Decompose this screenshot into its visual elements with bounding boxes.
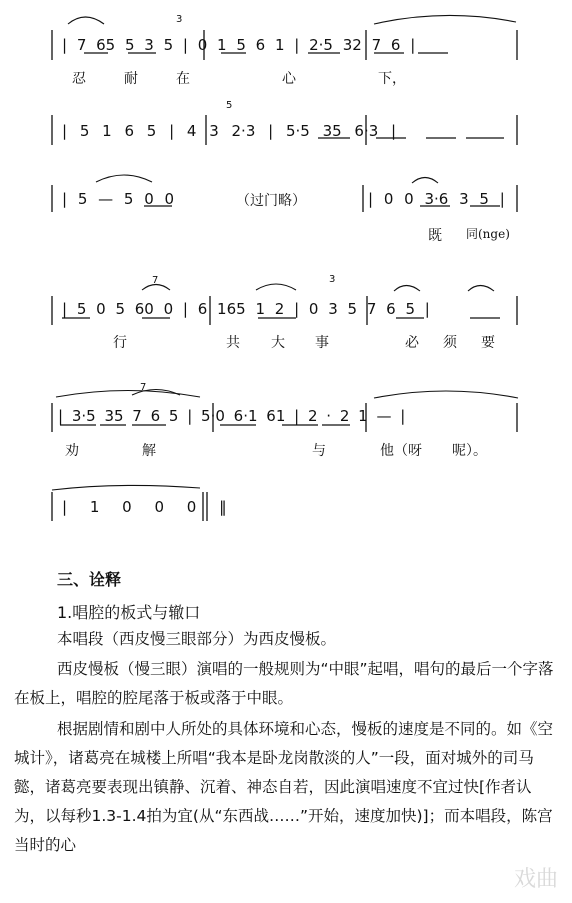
watermark-logo	[514, 862, 558, 893]
score-row-3-notes: | 5 — 5 0 0	[62, 190, 175, 208]
score-row-6-notes: | 1 0 0 0 ‖	[62, 498, 227, 516]
score-row-1-lyric-2: 耐	[124, 71, 138, 87]
paragraph-3: 根据剧情和剧中人所处的具体环境和心态，慢板的速度是不同的。如《空城计》，诸葛亮在城楼上所唱“我本是卧龙岗散淡的人”一段，面对城外的司马懿，诸葛亮要表现出镇静、沉着、神态自若，因此演唱速度不宜过快[作者认为，以每秒1.3-1.4拍为宜(从“东西战……”开始，速度加快)]；而本唱段，陈宫当时的心	[14, 720, 554, 854]
score-row-5-lyric-1: 劝	[65, 443, 79, 459]
score-row-1-lyric-4: 心	[282, 71, 296, 87]
score-row-3-notes-2: | 0 0 3·6 3 5 |	[368, 190, 505, 208]
score-row-4-lyric-3: 大	[271, 335, 285, 351]
paragraph-2: 西皮慢板（慢三眼）演唱的一般规则为“中眼”起唱，唱句的最后一个字落在板上，唱腔的腔尾落于板或落于中眼。	[14, 660, 554, 707]
paragraph-1: 本唱段（西皮慢三眼部分）为西皮慢板。	[57, 630, 337, 648]
score-row-4-notes: | 5 0 5 60 0 | 6 165 1 2 | 0 3 5 7 6 5 |	[62, 300, 430, 318]
watermark-text: 戏曲	[513, 867, 558, 892]
score-row-5-lyric-5: 呢）。	[452, 443, 487, 459]
score-row-3-lyric-1: 既	[428, 228, 442, 244]
svg-text:7: 7	[140, 382, 147, 393]
svg-text:3: 3	[329, 274, 336, 285]
score-row-4-lyric-2: 共	[226, 335, 240, 351]
score-row-1-lyric-1: 忍	[72, 71, 86, 87]
section-heading: 三、诠释	[57, 570, 122, 589]
score-row-4-lyric-7: 要	[481, 335, 495, 351]
score-row-4-lyric-4: 事	[315, 335, 329, 351]
score-row-1-notes: | 7 65 5 3 5 | 0 1 5 6 1 | 2·5 32 7 6 |	[62, 36, 416, 54]
svg-text:5: 5	[226, 100, 233, 111]
section-subheading: 1.唱腔的板式与辙口	[57, 603, 201, 622]
score-row-3-lyric-2: 同(nge)	[466, 227, 510, 241]
score-row-5-lyric-4: 他（呀	[380, 443, 422, 459]
svg-text:7: 7	[152, 275, 159, 286]
score-row-2-notes: | 5 1 6 5 | 4 3 2·3 | 5·5 35 6·3 |	[62, 122, 397, 140]
score-row-1-lyric-3: 在	[176, 71, 190, 87]
score-row-4-lyric-1: 行	[113, 335, 127, 351]
score-row-3-label: （过门略）	[236, 193, 306, 209]
svg-text:3: 3	[176, 14, 183, 25]
score-row-5-notes: | 3·5 35 7 6 5 | 5·0 6·1 61 | 2 · 2 1 — |	[58, 407, 406, 425]
score-row-5-lyric-2: 解	[142, 443, 156, 459]
score-row-4-lyric-5: 必	[405, 335, 419, 351]
score-row-4-lyric-6: 须	[443, 335, 457, 351]
score-row-1-lyric-5: 下，	[378, 71, 406, 87]
score-row-5-lyric-3: 与	[312, 443, 326, 459]
